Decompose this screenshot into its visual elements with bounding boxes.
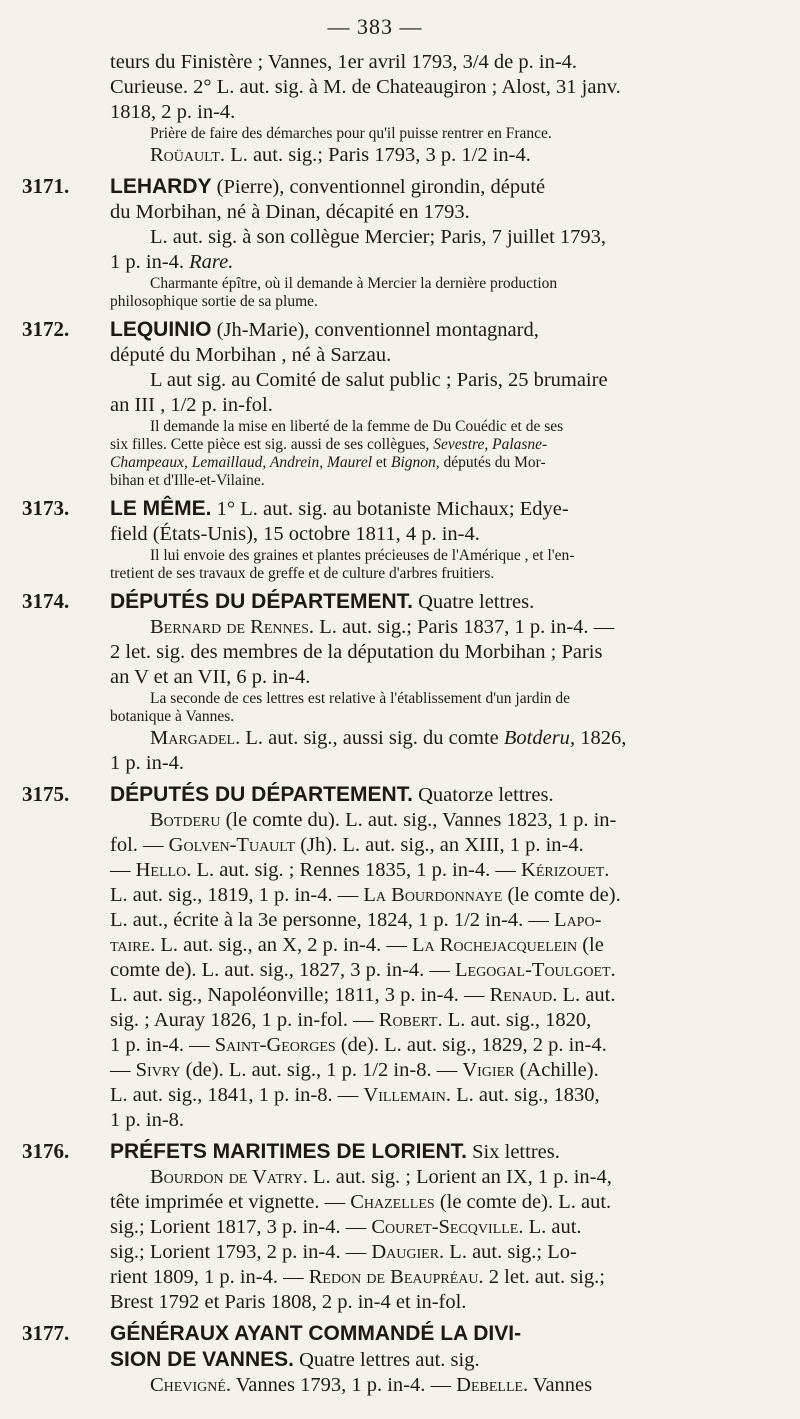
entry-note: tretient de ses travaux de greffe et de culture d'arbres fruitiers.: [110, 565, 495, 582]
entry-note: Charmante épître, où il demande à Mercier la dernière production: [150, 275, 558, 292]
text-line: L. aut. sig. à son collègue Mercier; Paris, 7 juillet 1793,: [150, 226, 607, 248]
entry-number: 3175.: [22, 782, 70, 806]
text-line: tête imprimée et vignette. — Chazelles (le comte de). L. aut.: [110, 1191, 612, 1213]
text-line: L. aut. sig., 1819, 1 p. in-4. — La Bourdonnaye (le comte de).: [110, 884, 621, 906]
text-line: 2 let. sig. des membres de la députation du Morbihan ; Paris: [110, 641, 603, 663]
entry-number: 3172.: [22, 317, 70, 341]
text-line: L. aut., écrite à la 3e personne, 1824, 1 p. 1/2 in-4. — Lapo-: [110, 909, 602, 931]
entry-heading: LE MÊME.: [110, 497, 212, 520]
page-number: — 383 —: [327, 14, 423, 39]
entry-number: 3177.: [22, 1321, 70, 1345]
text-line: — Sivry (de). L. aut. sig., 1 p. 1/2 in-8. — Vigier (Achille).: [110, 1059, 599, 1081]
entry-note: philosophique sortie de sa plume.: [110, 293, 318, 310]
text-line: [110, 1321, 728, 1347]
entry-number: 3171.: [22, 174, 70, 198]
text-line: taire. L. aut. sig., an X, 2 p. in-4. — La Rochejacquelein (le: [110, 934, 604, 956]
entry-continuation: [22, 50, 728, 168]
entry-number: 3176.: [22, 1139, 70, 1163]
entry-heading: SION DE VANNES.: [110, 1348, 294, 1371]
catalog-entry-3175: [22, 782, 728, 1133]
text-line: Roüault. L. aut. sig.; Paris 1793, 3 p. 1/2 in-4.: [150, 144, 531, 166]
text-line: — Hello. L. aut. sig. ; Rennes 1835, 1 p. in-4. — Kérizouet.: [110, 859, 610, 881]
text-line: 1 p. in-4.: [110, 752, 185, 774]
text-line: 1 p. in-4. Rare.: [110, 251, 234, 273]
entry-heading: PRÉFETS MARITIMES DE LORIENT.: [110, 1140, 468, 1163]
author-name: Bernard de Rennes.: [150, 616, 315, 638]
text-line: Chevigné. Vannes 1793, 1 p. in-4. — Debelle. Vannes: [150, 1374, 593, 1396]
catalog-entry-3173: [22, 496, 728, 583]
catalog-entry-3171: [22, 174, 728, 311]
text-line: L. aut. sig., 1841, 1 p. in-8. — Villemain. L. aut. sig., 1830,: [110, 1084, 600, 1106]
text-line: L aut sig. au Comité de salut public ; Paris, 25 brumaire: [150, 369, 608, 391]
text-line: 1818, 2 p. in-4.: [110, 101, 236, 123]
entry-note: six filles. Cette pièce est sig. aussi de ses collègues, Sevestre, Palasne-: [110, 436, 548, 453]
text-line: SION DE VANNES. Quatre lettres aut. sig.: [110, 1348, 480, 1371]
text-line: fol. — Golven-Tuault (Jh). L. aut. sig., an XIII, 1 p. in-4.: [110, 834, 584, 856]
text-line: sig.; Lorient 1793, 2 p. in-4. — Daugier. L. aut. sig.; Lo-: [110, 1241, 577, 1263]
entry-heading: LEHARDY: [110, 175, 212, 198]
text-line: du Morbihan, né à Dinan, décapité en 1793.: [110, 201, 470, 223]
text-line: DÉPUTÉS DU DÉPARTEMENT. Quatorze lettres.: [110, 783, 554, 806]
text-line: field (États-Unis), 15 octobre 1811, 4 p. in-4.: [110, 523, 480, 545]
catalog-entry-3172: [22, 317, 728, 490]
text-line: sig. ; Auray 1826, 1 p. in-fol. — Robert. L. aut. sig., 1820,: [110, 1009, 592, 1031]
text-line: rient 1809, 1 p. in-4. — Redon de Beaupréau. 2 let. aut. sig.;: [110, 1266, 605, 1288]
entry-heading: GÉNÉRAUX AYANT COMMANDÉ LA DIVI-: [110, 1322, 522, 1345]
rarity-label: Rare.: [189, 251, 234, 273]
text-line: 1 p. in-4. — Saint-Georges (de). L. aut. sig., 1829, 2 p. in-4.: [110, 1034, 607, 1056]
text-line: teurs du Finistère ; Vannes, 1er avril 1793, 3/4 de p. in-4.: [110, 51, 578, 73]
entry-number: 3174.: [22, 589, 70, 613]
text-line: LEQUINIO (Jh-Marie), conventionnel montagnard,: [110, 318, 539, 341]
catalog-entry-3174: [22, 589, 728, 776]
text-line: PRÉFETS MARITIMES DE LORIENT. Six lettres.: [110, 1140, 560, 1163]
text-line: Bourdon de Vatry. L. aut. sig. ; Lorient an IX, 1 p. in-4,: [150, 1166, 612, 1188]
text-line: LEHARDY (Pierre), conventionnel girondin, député: [110, 175, 546, 198]
entry-heading: LEQUINIO: [110, 318, 212, 341]
author-name: Margadel.: [150, 727, 241, 749]
text-line: sig.; Lorient 1817, 3 p. in-4. — Couret-Secqville. L. aut.: [110, 1216, 582, 1238]
entry-note: bihan et d'Ille-et-Vilaine.: [110, 472, 265, 489]
text-line: Margadel. L. aut. sig., aussi sig. du comte Botderu, 1826,: [150, 727, 627, 749]
catalog-entry-3177: [22, 1321, 728, 1398]
entry-note: Prière de faire des démarches pour qu'il puisse rentrer en France.: [150, 125, 552, 142]
catalog-entry-3176: [22, 1139, 728, 1315]
text-line: DÉPUTÉS DU DÉPARTEMENT. Quatre lettres.: [110, 590, 535, 613]
entry-number: 3173.: [22, 496, 70, 520]
entry-heading: DÉPUTÉS DU DÉPARTEMENT.: [110, 590, 413, 613]
text-line: 1 p. in-8.: [110, 1109, 185, 1131]
entry-note: botanique à Vannes.: [110, 708, 235, 725]
text-line: an III , 1/2 p. in-fol.: [110, 394, 273, 416]
text-line: LE MÊME. 1° L. aut. sig. au botaniste Michaux; Edye-: [110, 497, 569, 520]
entry-note: Il demande la mise en liberté de la femme de Du Couédic et de ses: [150, 418, 564, 435]
text-line: L. aut. sig., Napoléonville; 1811, 3 p. in-4. — Renaud. L. aut.: [110, 984, 616, 1006]
entry-heading: DÉPUTÉS DU DÉPARTEMENT.: [110, 783, 413, 806]
author-name: Roüault.: [150, 144, 226, 166]
text-line: Bernard de Rennes. L. aut. sig.; Paris 1837, 1 p. in-4. —: [150, 616, 615, 638]
text-line: Brest 1792 et Paris 1808, 2 p. in-4 et in-fol.: [110, 1291, 467, 1313]
text-line: comte de). L. aut. sig., 1827, 3 p. in-4. — Legogal-Toulgoet.: [110, 959, 616, 981]
entry-note: Il lui envoie des graines et plantes précieuses de l'Amérique , et l'en-: [150, 547, 575, 564]
text-line: Botderu (le comte du). L. aut. sig., Vannes 1823, 1 p. in-: [150, 809, 617, 831]
entry-note: La seconde de ces lettres est relative à l'établissement d'un jardin de: [150, 690, 571, 707]
text-line: député du Morbihan , né à Sarzau.: [110, 344, 392, 366]
entry-note: Champeaux, Lemaillaud, Andrein, Maurel et Bignon, députés du Mor-: [110, 454, 546, 471]
text-line: an V et an VII, 6 p. in-4.: [110, 666, 311, 688]
text-line: Curieuse. 2° L. aut. sig. à M. de Chateaugiron ; Alost, 31 janv.: [110, 76, 621, 98]
